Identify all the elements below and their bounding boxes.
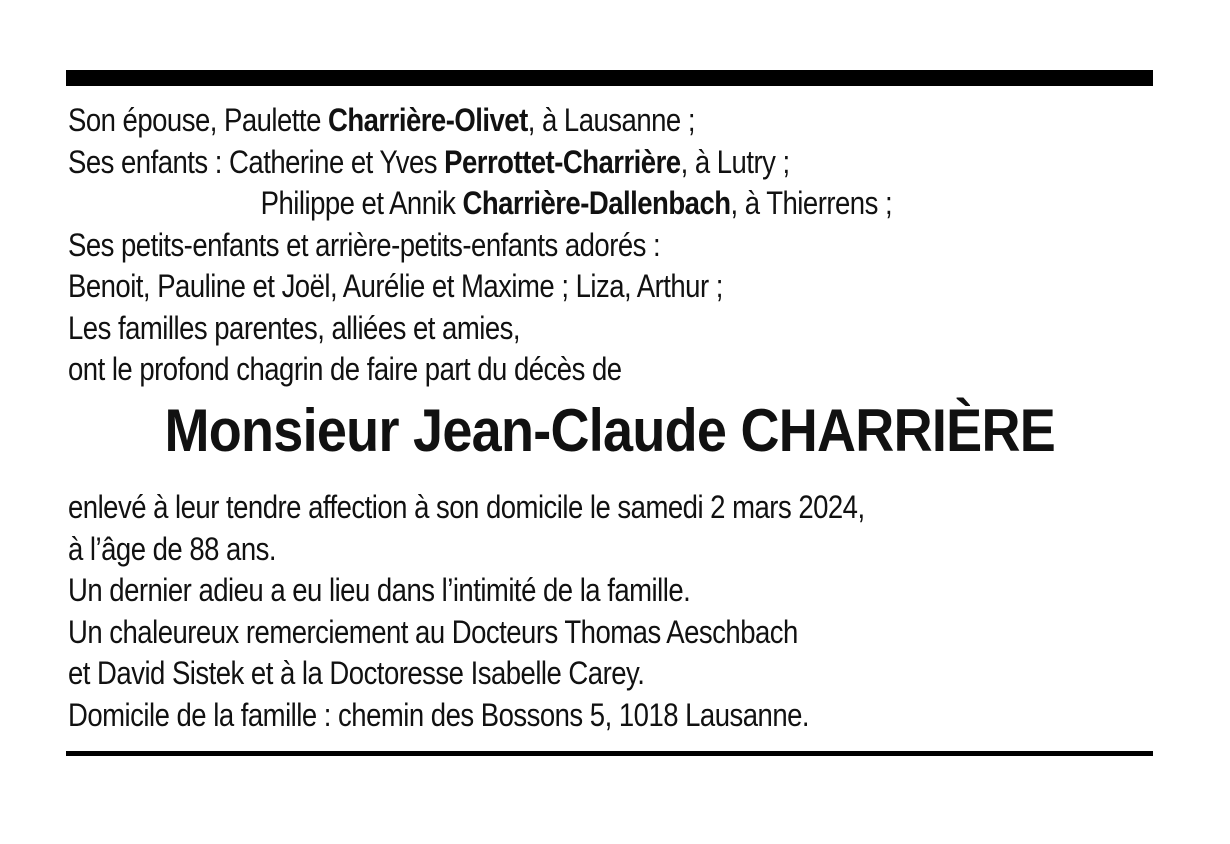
notice-details	[68, 487, 865, 736]
passing-line: enlevé à leur tendre affection à son domicile le samedi 2 mars 2024,	[68, 489, 865, 525]
children-1-name: Perrottet-Charrière	[444, 143, 681, 180]
children-line-1	[68, 142, 892, 184]
deceased-name-text: Monsieur Jean-Claude CHARRIÈRE	[164, 397, 1055, 464]
grandchildren-names: Benoit, Pauline et Joël, Aurélie et Maxime ; Liza, Arthur ;	[68, 268, 723, 304]
children-line-2	[68, 183, 892, 225]
bottom-rule	[66, 751, 1153, 756]
thanks-line-2: et David Sistek et à la Doctoresse Isabelle Carey.	[68, 655, 645, 691]
farewell-line: Un dernier adieu a eu lieu dans l’intimité de la famille.	[68, 572, 691, 608]
grandchildren-intro: Ses petits-enfants et arrière-petits-enfants adorés :	[68, 226, 661, 263]
children-2-suffix: , à Thierrens ;	[730, 185, 893, 221]
children-2-prefix: Philippe et Annik	[260, 185, 463, 221]
obituary-notice	[66, 70, 1153, 758]
spouse-line	[68, 100, 892, 142]
deceased-name	[66, 394, 1153, 468]
address-line: Domicile de la famille : chemin des Bossons 5, 1018 Lausanne.	[68, 696, 810, 733]
spouse-name: Charrière-Olivet	[327, 102, 528, 138]
children-2-name: Charrière-Dallenbach	[462, 185, 731, 221]
family-list	[68, 100, 892, 391]
announcement-line: ont le profond chagrin de faire part du décès de	[68, 351, 622, 387]
children-1-prefix: Ses enfants : Catherine et Yves	[68, 143, 445, 180]
relatives-line: Les familles parentes, alliées et amies,	[68, 309, 521, 346]
top-rule	[66, 70, 1153, 86]
spouse-prefix: Son épouse, Paulette	[68, 102, 328, 138]
spouse-suffix: , à Lausanne ;	[527, 102, 695, 138]
children-1-suffix: , à Lutry ;	[680, 143, 790, 180]
thanks-line-1: Un chaleureux remerciement au Docteurs Thomas Aeschbach	[68, 613, 798, 650]
age-line: à l’âge de 88 ans.	[68, 530, 276, 567]
